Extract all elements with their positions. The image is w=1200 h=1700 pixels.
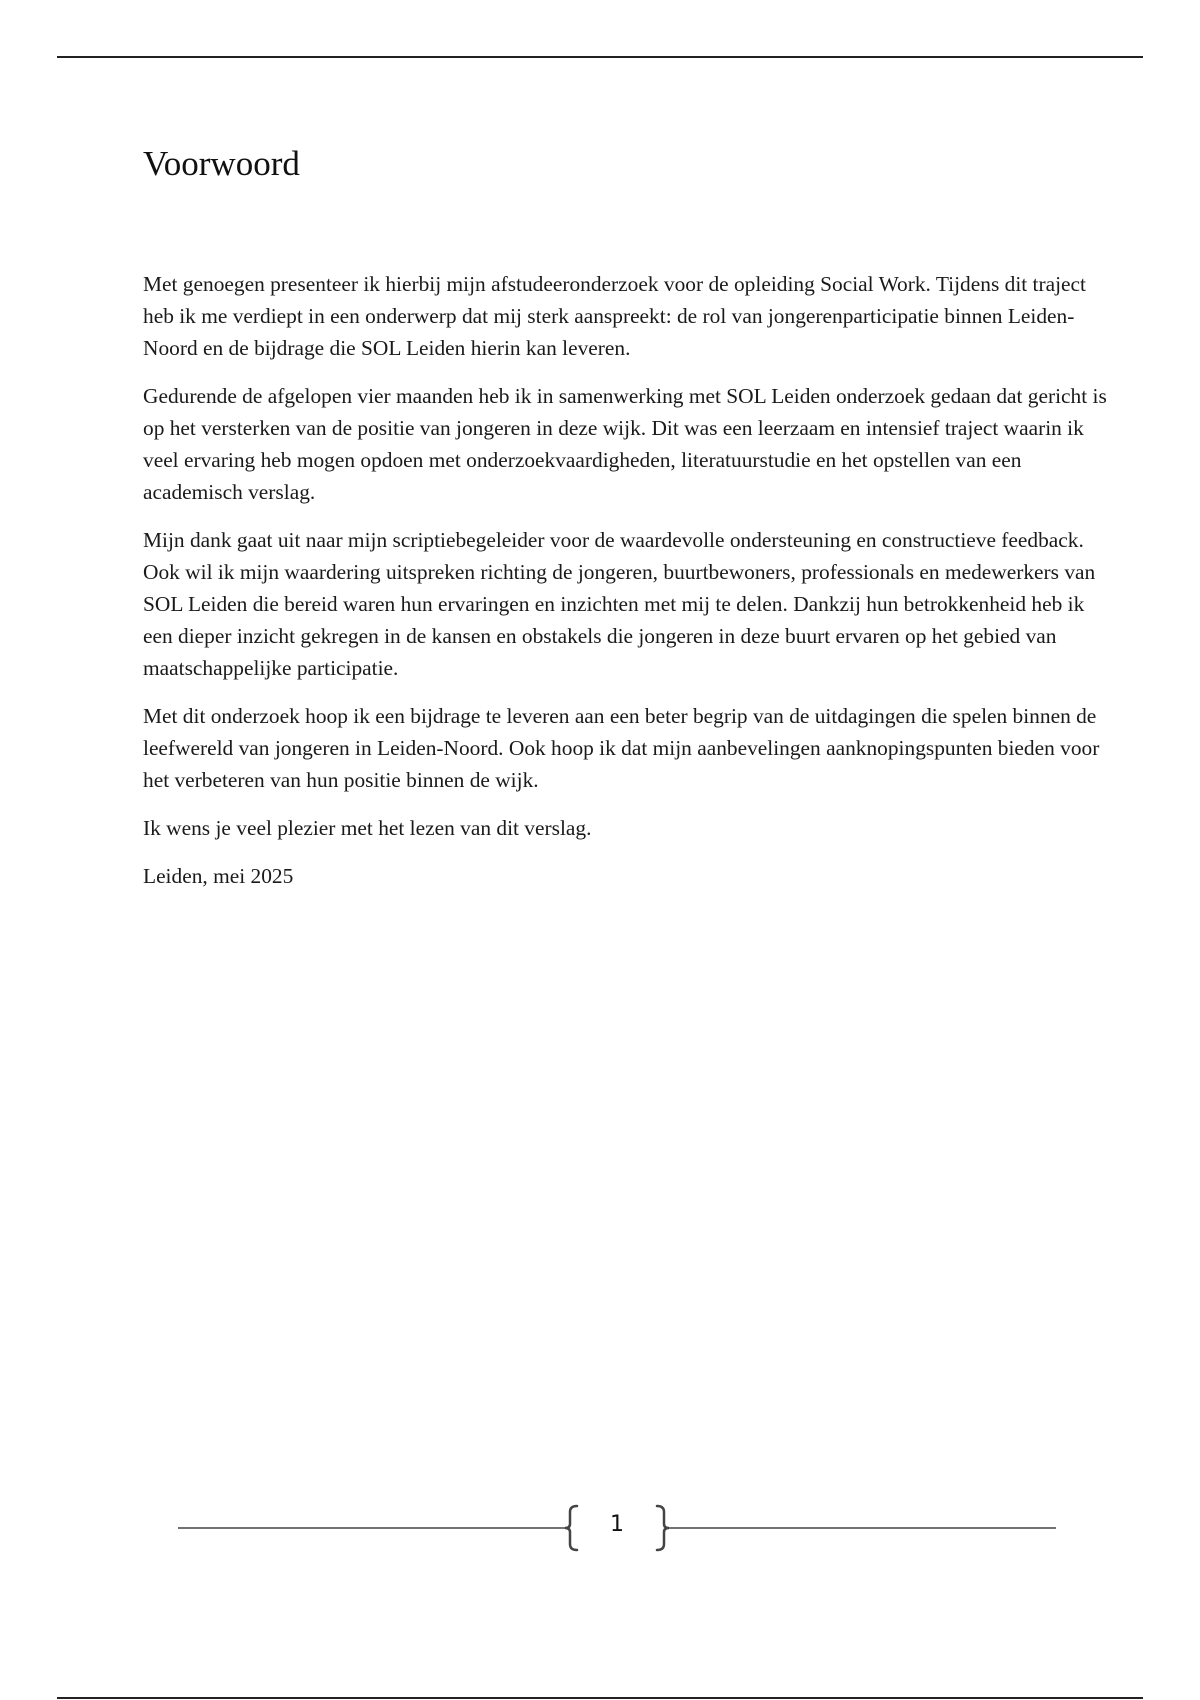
body-text: [143, 268, 1108, 908]
footer-rule: [57, 1697, 1143, 1699]
header-rule: [57, 56, 1143, 58]
paragraph-place-date: Leiden, mei 2025: [143, 864, 294, 888]
paragraph-research: Gedurende de afgelopen vier maanden heb ik in samenwerking met SOL Leiden onderzoek gedaan dat gericht is op het versterken van de positie van jongeren in deze wijk. Dit was een leerzaam en intensief traject waarin ik veel ervaring heb mogen opdoen met onderzoekvaardigheden, literatuurstudie en het opstellen van een academisch verslag.: [143, 384, 1107, 504]
paragraph-thanks: Mijn dank gaat uit naar mijn scriptiebegeleider voor de waardevolle ondersteuning en constructieve feedback. Ook wil ik mijn waardering uitspreken richting de jongeren, buurtbewoners, professionals en medewerkers van SOL Leiden die bereid waren hun ervaringen en inzichten met mij te delen. Dankzij hun betrokkenheid heb ik een dieper inzicht gekregen in de kansen en obstakels die jongeren in deze buurt ervaren op het gebied van maatschappelijke participatie.: [143, 528, 1096, 680]
paragraph-intro: Met genoegen presenteer ik hierbij mijn afstudeeronderzoek voor de opleiding Social Work. Tijdens dit traject heb ik me verdiept in een onderwerp dat mij sterk aanspreekt: de rol van jongerenparticipatie binnen Leiden-Noord en de bijdrage die SOL Leiden hierin kan leveren.: [143, 272, 1086, 360]
paragraph-hope: Met dit onderzoek hoop ik een bijdrage te leveren aan een beter begrip van de uitdagingen die spelen binnen de leefwereld van jongeren in Leiden-Noord. Ook hoop ik dat mijn aanbevelingen aanknopingspunten bieden voor het verbeteren van hun positie binnen de wijk.: [143, 704, 1100, 792]
paragraph-closing: Ik wens je veel plezier met het lezen van dit verslag.: [143, 816, 592, 840]
page-title: Voorwoord: [143, 144, 300, 183]
page-footer: [178, 1500, 1056, 1556]
page-number: 1: [610, 1512, 624, 1537]
